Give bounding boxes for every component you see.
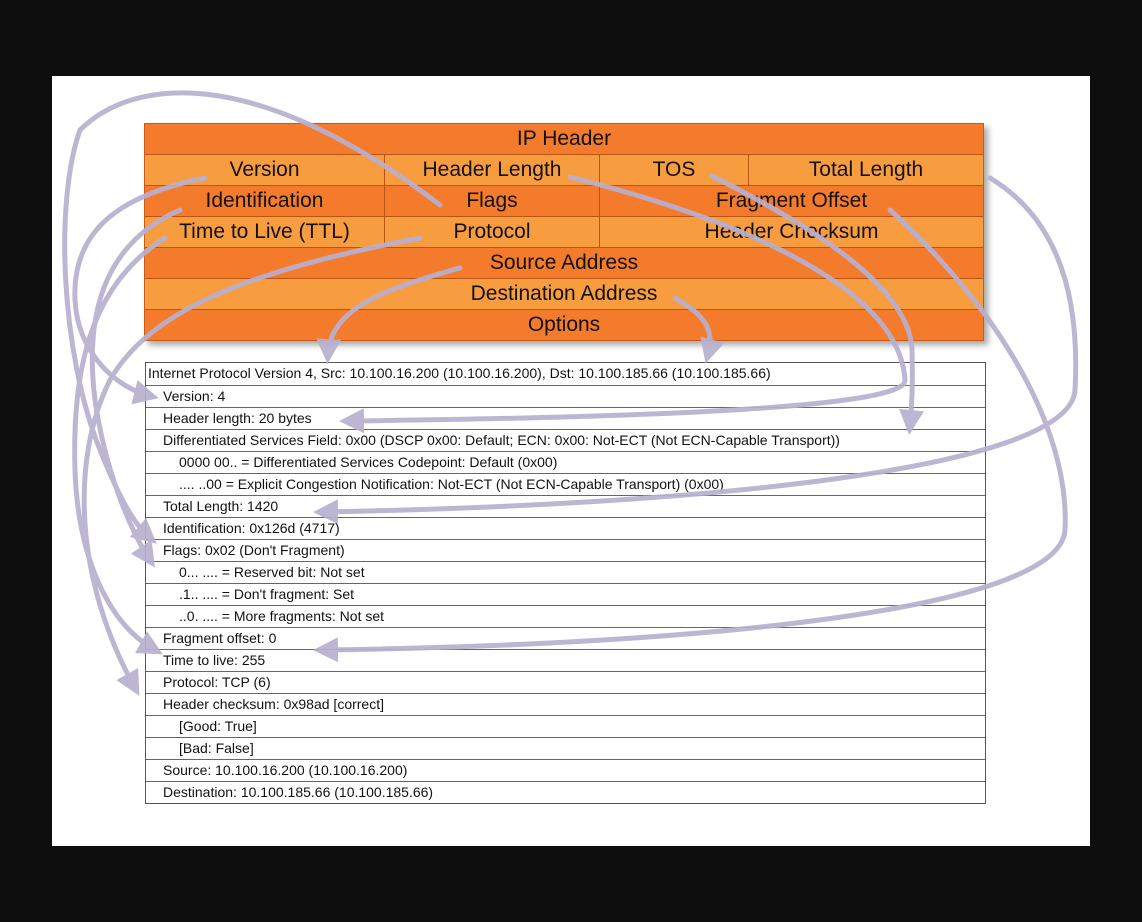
field-total-length: Total Length [748,155,983,185]
ip-header-row-6 [145,309,983,340]
ip-header-title: IP Header [145,124,983,154]
tree-row: 0... .... = Reserved bit: Not set [146,561,985,583]
tree-row: [Bad: False] [146,737,985,759]
tree-row: [Good: True] [146,715,985,737]
tree-row: Fragment offset: 0 [146,627,985,649]
ip-header-row-1 [145,154,983,185]
field-header-length: Header Length [384,155,599,185]
field-header-checksum: Header Checksum [599,217,983,247]
tree-row: Version: 4 [146,385,985,407]
tree-row: Total Length: 1420 [146,495,985,517]
ip-header-row-4 [145,247,983,278]
field-protocol: Protocol [384,217,599,247]
field-destination-address: Destination Address [145,279,983,309]
field-ttl: Time to Live (TTL) [145,217,384,247]
field-options: Options [145,310,983,340]
field-flags: Flags [384,186,599,216]
tree-row: Destination: 10.100.185.66 (10.100.185.66) [146,781,985,803]
tree-row: Protocol: TCP (6) [146,671,985,693]
field-source-address: Source Address [145,248,983,278]
field-tos: TOS [599,155,748,185]
ip-header-title-row [145,124,983,154]
ip-header-diagram [144,123,984,341]
tree-row: Time to live: 255 [146,649,985,671]
ip-header-row-3 [145,216,983,247]
tree-row: Internet Protocol Version 4, Src: 10.100.16.200 (10.100.16.200), Dst: 10.100.185.66 (10.100.185.66) [148,365,771,381]
tree-row: .... ..00 = Explicit Congestion Notification: Not-ECT (Not ECN-Capable Transport) (0x00) [146,473,985,495]
ip-header-row-2 [145,185,983,216]
tree-row: Source: 10.100.16.200 (10.100.16.200) [146,759,985,781]
tree-row: 0000 00.. = Differentiated Services Codepoint: Default (0x00) [146,451,985,473]
tree-row: Header length: 20 bytes [146,407,985,429]
tree-row: .1.. .... = Don't fragment: Set [146,583,985,605]
ip-header-row-5 [145,278,983,309]
packet-detail-tree [145,362,986,804]
field-identification: Identification [145,186,384,216]
field-fragment-offset: Fragment Offset [599,186,983,216]
tree-row: ..0. .... = More fragments: Not set [146,605,985,627]
tree-row: Header checksum: 0x98ad [correct] [146,693,985,715]
tree-row: Flags: 0x02 (Don't Fragment) [146,539,985,561]
tree-row: Identification: 0x126d (4717) [146,517,985,539]
tree-row: Differentiated Services Field: 0x00 (DSCP 0x00: Default; ECN: 0x00: Not-ECT (Not ECN-Capable Transport)) [146,429,985,451]
field-version: Version [145,155,384,185]
